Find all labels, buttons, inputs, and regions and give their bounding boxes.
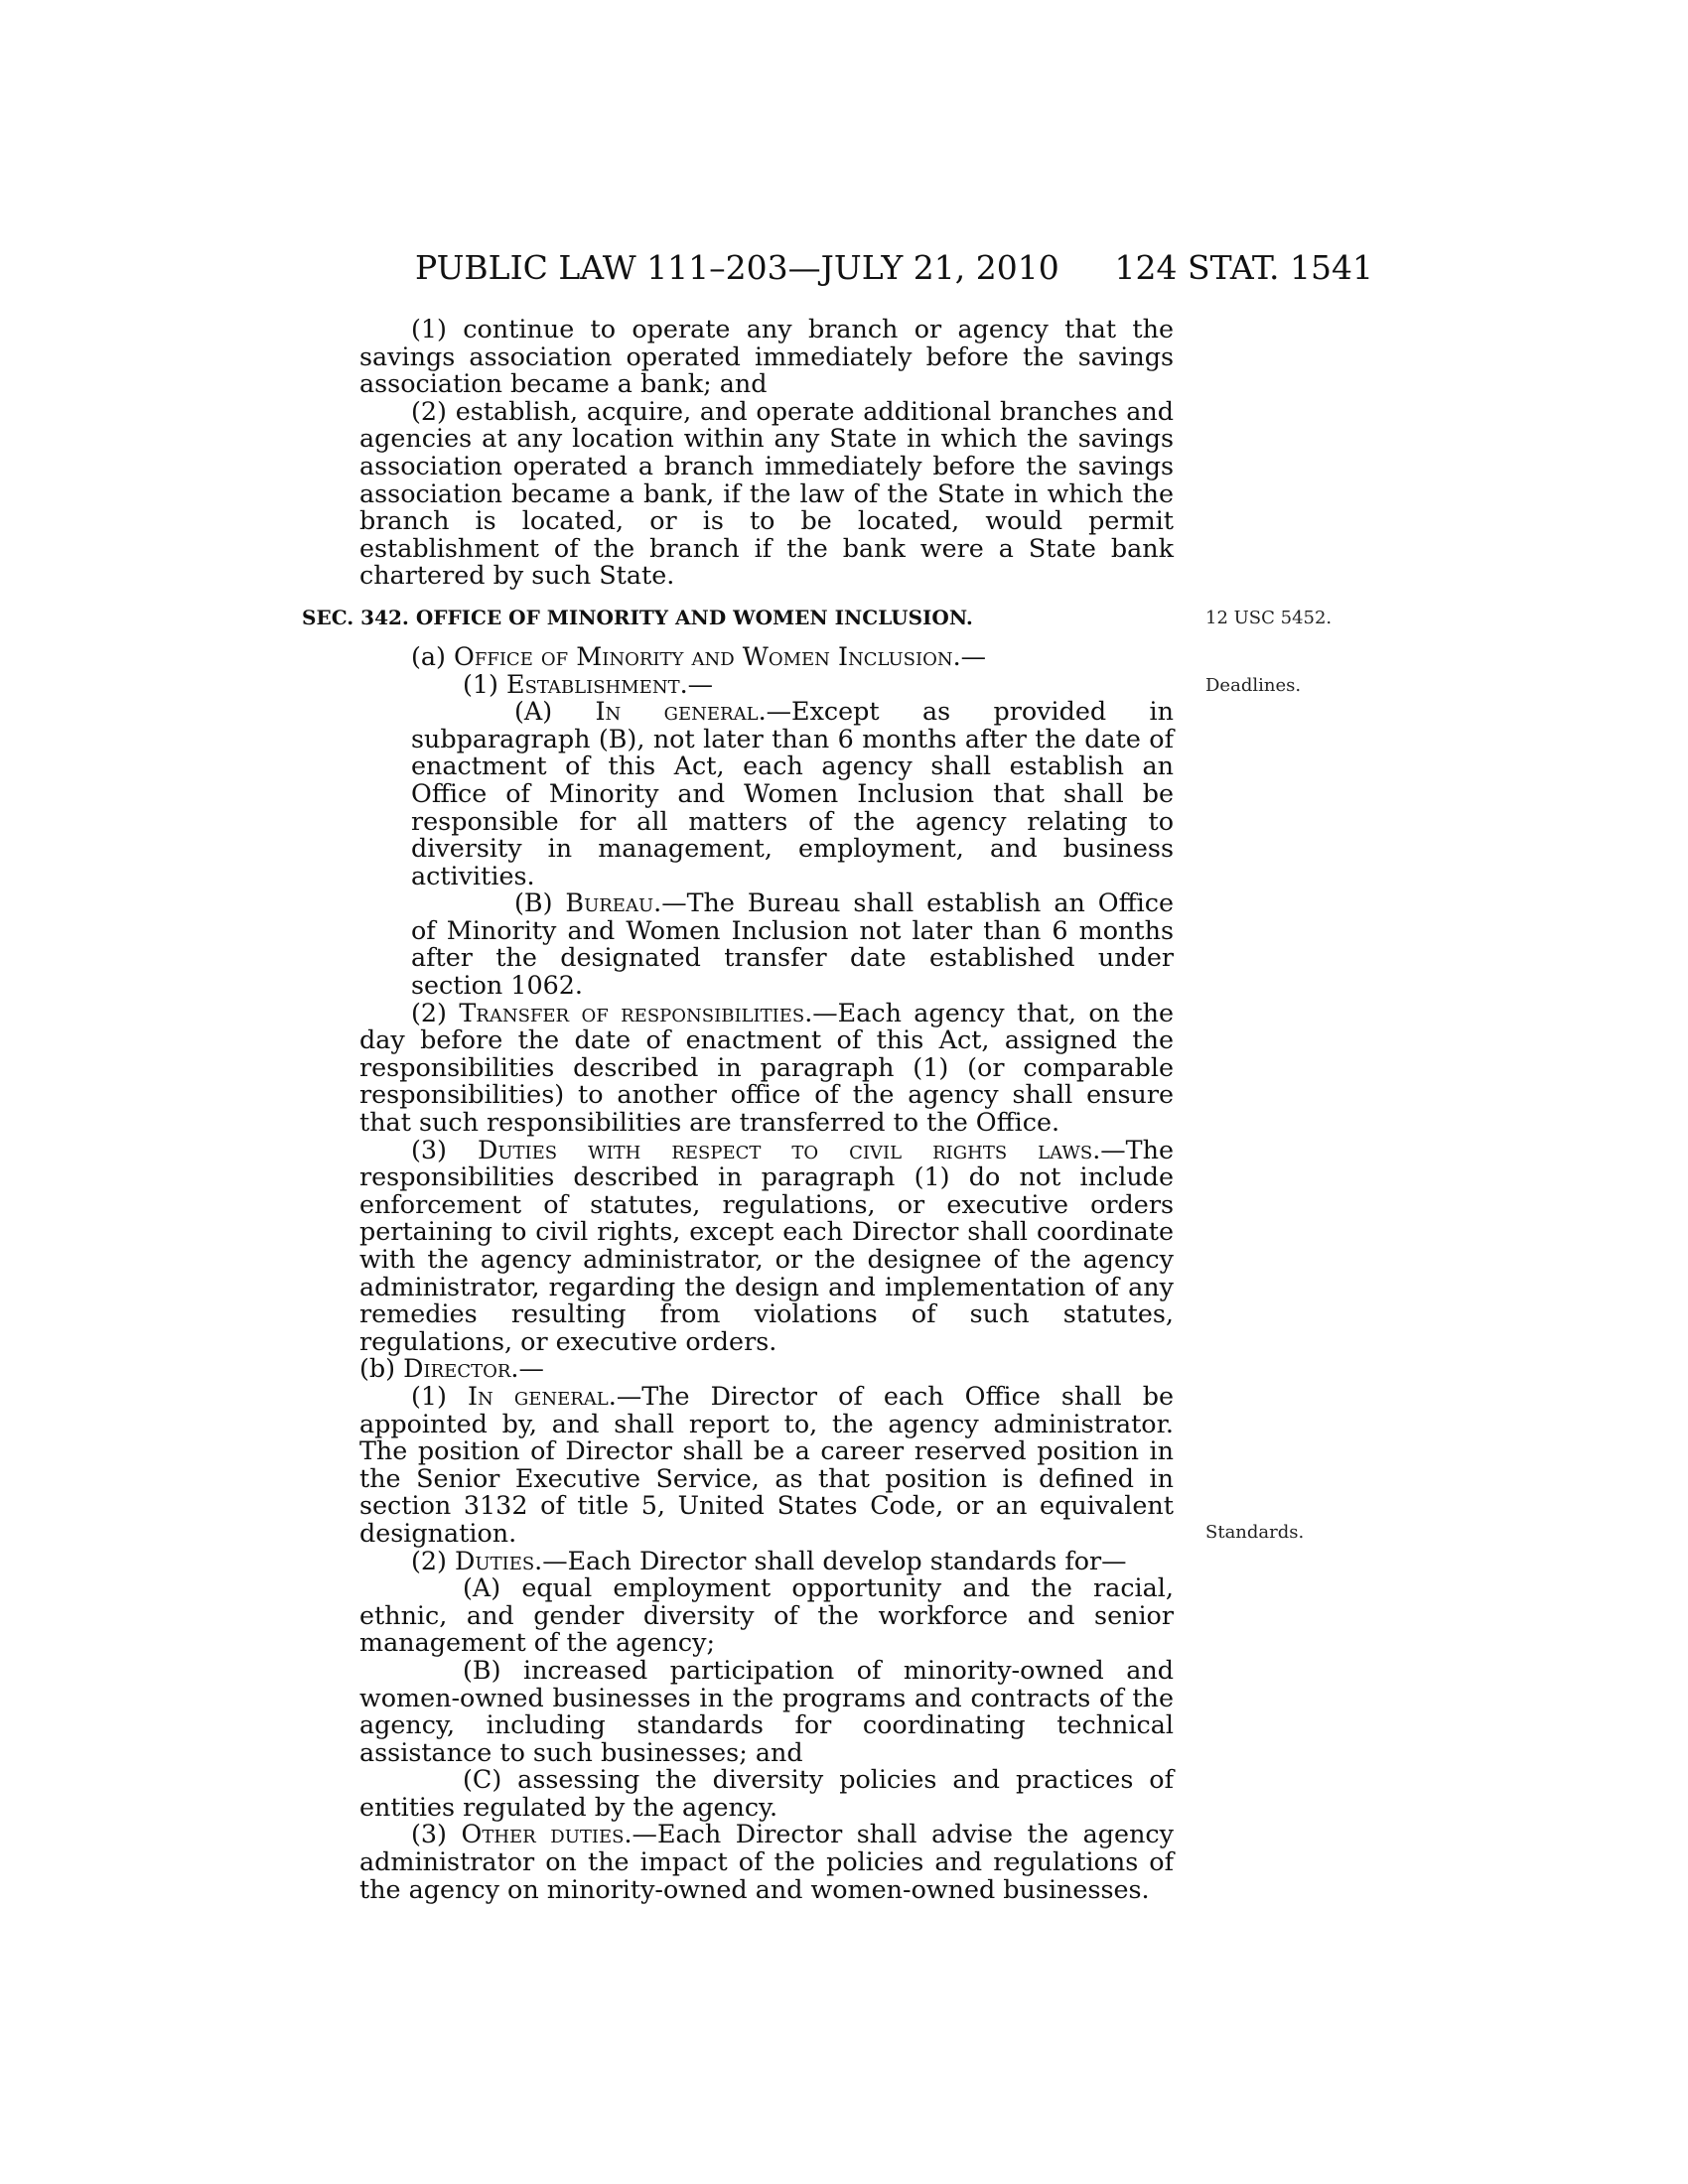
paragraph-a2-text: —Each agency that, on the day before the date of enactment of this Act, assigned the responsibilities described in paragraph (1) (or comparable responsibilities) to another office of the agency shall ensure that such responsibilities are transferred to the Office. [359,997,1174,1138]
paragraph-a1-number: (1) [463,668,498,699]
paragraph-b1-number: (1) [411,1380,447,1411]
paragraph-a2-title: Transfer of responsibilities. [459,997,813,1027]
paragraph-a3-text: —The responsibilities described in paragraph (1) do not include enforcement of statutes, regulations, or executive orders pertaining to civil rights, except each Director shall coordinate with the agency administrator, or the designee of the agency administrator, regarding the design and implementation of any remedies resulting from violations of such statutes, regulations, or executive orders. [359,1134,1174,1356]
paragraph-a1-heading [359,668,1174,699]
paragraph-b3-number: (3) [411,1819,447,1849]
paragraph-a1A [359,698,1174,889]
header-stat-page: 124 STAT. 1541 [1114,248,1373,287]
paragraph-b2B: (B) increased participation of minority-owned and women-owned businesses in the programs and contracts of the agency, including standards for coordinating technical assistance to such businesses; and [359,1654,1174,1767]
paragraph-b2C: (C) assessing the diversity policies and practices of entities regulated by the agency. [359,1764,1174,1822]
margin-note-standards: Standards. [1205,1522,1305,1543]
subsection-a-heading [359,640,1174,671]
subsection-a-number: (a) [411,640,446,671]
margin-note-usc: 12 USC 5452. [1205,608,1333,628]
paragraph-a3 [359,1134,1174,1356]
paragraph-b2-number: (2) [411,1545,447,1575]
margin-note-deadlines: Deadlines. [1205,675,1302,696]
paragraph-1: (1) continue to operate any branch or agency that the savings association operated immediately before the savings association became a bank; and [359,314,1174,399]
paragraph-b3 [359,1821,1174,1903]
paragraph-a1B [359,889,1174,999]
paragraph-a1B-number: (B) [514,887,553,918]
paragraph-a2 [359,997,1174,1138]
paragraph-b1 [359,1380,1174,1548]
subsection-b-number: (b) [359,1353,396,1384]
paragraph-a3-number: (3) [411,1134,447,1164]
section-heading: SEC. 342. OFFICE OF MINORITY AND WOMEN INCLUSION. [302,605,973,629]
paragraph-b2-text: —Each Director shall develop standards for— [542,1545,1127,1575]
paragraph-a1-title: Establishment.— [506,668,714,699]
subsection-b-heading [359,1355,1174,1383]
subsection-b-title: Director.— [403,1353,544,1384]
paragraph-b2-title: Duties. [455,1545,543,1575]
paragraph-b1-text: —The Director of each Office shall be appointed by, and shall report to, the agency administrator. The position of Director shall be a career reserved position in the Senior Executive Service, as that position is defined in section 3132 of title 5, United States Code, or an equivalent designation. [359,1380,1174,1548]
paragraph-a1B-text: —The Bureau shall establish an Office of Minority and Women Inclusion not later than 6 months after the designated transfer date established under section 1062. [411,887,1174,1001]
paragraph-2: (2) establish, acquire, and operate additional branches and agencies at any location within any State in which the savings association operated a branch immediately before the savings association became a bank, if the law of the State in which the branch is located, or is to be located, would permit establishment of the branch if the bank were a State bank chartered by such State. [359,395,1174,591]
paragraph-a1A-title: In general. [595,696,767,727]
paragraph-a1B-title: Bureau. [565,887,662,918]
running-header [415,248,1373,288]
paragraph-a1A-number: (A) [514,696,553,727]
paragraph-b3-title: Other duties. [461,1819,633,1849]
document-body [302,314,1174,1904]
paragraph-b1-title: In general. [468,1380,617,1411]
paragraph-a1A-text: —Except as provided in subparagraph (B), not later than 6 months after the date of enactment of this Act, each agency shall establish an Office of Minority and Women Inclusion that shall be responsible for all matters of the agency relating to diversity in management, employment, and business activities. [411,696,1174,890]
paragraph-a2-number: (2) [411,997,447,1027]
paragraph-b2A: (A) equal employment opportunity and the racial, ethnic, and gender diversity of the workforce and senior management of the agency; [359,1572,1174,1658]
paragraph-b3-text: —Each Director shall advise the agency administrator on the impact of the policies and regulations of the agency on minority-owned and women-owned businesses. [359,1819,1174,1904]
header-law-title: PUBLIC LAW 111–203—JULY 21, 2010 [415,248,1059,287]
subsection-a-title: Office of Minority and Women Inclusion.— [454,640,987,671]
paragraph-b2 [359,1545,1174,1575]
paragraph-a3-title: Duties with respect to civil rights laws. [477,1134,1101,1164]
